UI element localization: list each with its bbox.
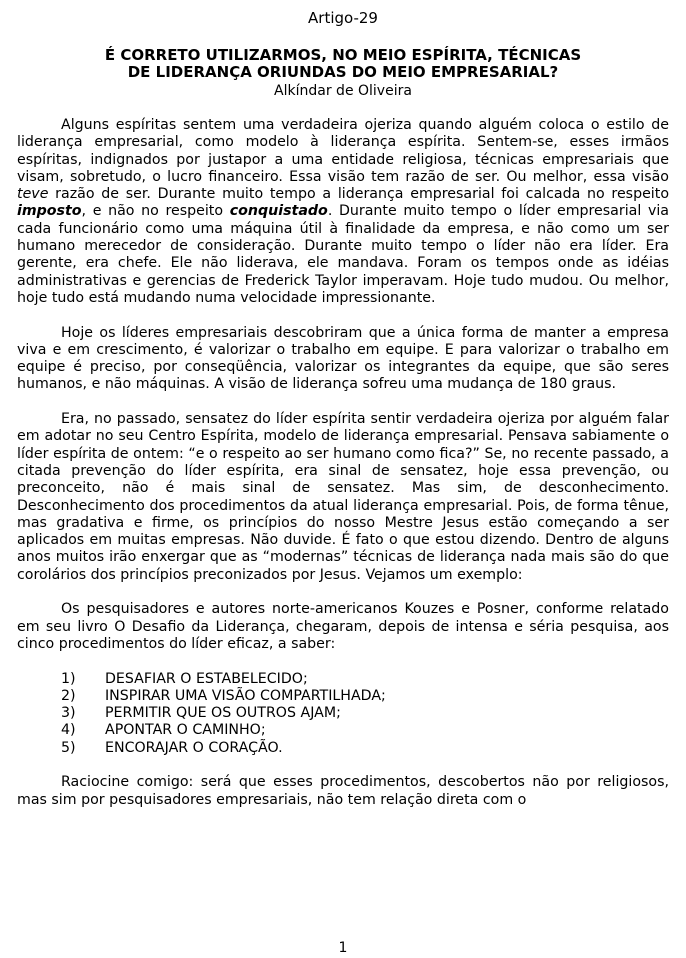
- list-item-text: ENCORAJAR O CORAÇÃO.: [105, 739, 283, 756]
- p1-emphasis-imposto: imposto: [17, 203, 82, 220]
- list-item: [61, 722, 669, 739]
- list-item: [61, 740, 669, 757]
- p1-text-c: razão de ser. Durante muito tempo a liderança empresarial foi calcada no respeito: [48, 186, 669, 203]
- article-title: [17, 47, 669, 81]
- list-item-text: PERMITIR QUE OS OUTROS AJAM;: [105, 705, 341, 722]
- p1-emphasis-conquistado: conquistado: [229, 203, 328, 220]
- page-number: 1: [338, 940, 348, 956]
- article-body: [17, 117, 669, 826]
- list-item-number: 2): [61, 687, 76, 704]
- title-line-1: É CORRETO UTILIZARMOS, NO MEIO ESPÍRITA, TÉCNICAS: [104, 46, 582, 64]
- list-item: [61, 705, 669, 722]
- author: Alkíndar de Oliveira: [274, 83, 412, 99]
- p1-italic-teve: teve: [17, 186, 49, 203]
- paragraph-4: Os pesquisadores e autores norte-americanos Kouzes e Posner, conforme relatado em seu livro O Desafio da Liderança, chegaram, depois de intensa e séria pesquisa, aos cinco procedimentos do líder eficaz, a saber:: [17, 601, 669, 652]
- procedures-list: [17, 671, 669, 757]
- list-item-number: 1): [61, 670, 76, 687]
- list-item: [61, 671, 669, 688]
- list-item-number: 5): [61, 739, 76, 756]
- list-item-text: APONTAR O CAMINHO;: [105, 722, 266, 739]
- paragraph-5: Raciocine comigo: será que esses procedimentos, descobertos não por religiosos, mas sim por pesquisadores empresariais, não tem relação direta com o: [17, 774, 669, 808]
- list-item: [61, 688, 669, 705]
- list-item-number: 3): [61, 705, 76, 722]
- p1-text-a: Alguns espíritas sentem uma verdadeira ojeriza quando alguém coloca o estilo de liderança empresarial, como modelo à liderança espírita. Sentem-se, esses irmãos espíritas, indignados por justapor a uma entidade religiosa, técnicas empresariais que visam, sobretudo, o lucro financeiro. Essa visão tem razão de ser. Ou melhor, essa visão: [17, 117, 669, 185]
- list-item-number: 4): [61, 722, 76, 739]
- list-item-text: DESAFIAR O ESTABELECIDO;: [105, 670, 308, 687]
- p1-text-e: , e não no respeito: [81, 203, 230, 220]
- paragraph-1: [17, 117, 669, 307]
- article-label: Artigo-29: [308, 9, 378, 27]
- p1-text-g: . Durante muito tempo o líder empresarial via cada funcionário como uma máquina útil à finalidade da empresa, e não como um ser humano merecedor de consideração. Durante muito tempo o líder não era líder. Era gerente, era chefe. Ele não liderava, ele mandava. Foram os tempos onde as idéias administrativas e gerencias de Frederick Taylor imperavam. Hoje tudo mudou. Ou melhor, hoje tudo está mudando numa velocidade impressionante.: [17, 203, 669, 306]
- list-item-text: INSPIRAR UMA VISÃO COMPARTILHADA;: [105, 687, 386, 704]
- title-line-2: DE LIDERANÇA ORIUNDAS DO MEIO EMPRESARIAL?: [127, 63, 559, 81]
- paragraph-2: Hoje os líderes empresariais descobriram que a única forma de manter a empresa viva e em crescimento, é valorizar o trabalho em equipe. E para valorizar o trabalho em equipe é preciso, por conseqüência, valorizar os integrantes da equipe, que são seres humanos, e não máquinas. A visão de liderança sofreu uma mudança de 180 graus.: [17, 324, 669, 393]
- paragraph-3: Era, no passado, sensatez do líder espírita sentir verdadeira ojeriza por alguém falar em adotar no seu Centro Espírita, modelo de liderança empresarial. Pensava sabiamente o líder espírita de ontem: “e o respeito ao ser humano como fica?” Se, no recente passado, a citada prevenção do líder espírita, era sinal de sensatez, hoje essa prevenção, ou preconceito, não é mais sinal de sensatez. Mas sim, de desconhecimento. Desconhecimento dos procedimentos da atual liderança empresarial. Pois, de forma tênue, mas gradativa e firme, os princípios do nosso Mestre Jesus estão começando a ser aplicados em muitas empresas. Não duvide. É fato o que estou dizendo. Dentro de alguns anos muitos irão enxergar que as “modernas” técnicas de liderança nada mais são do que corolários dos princípios preconizados por Jesus. Vejamos um exemplo:: [17, 411, 669, 583]
